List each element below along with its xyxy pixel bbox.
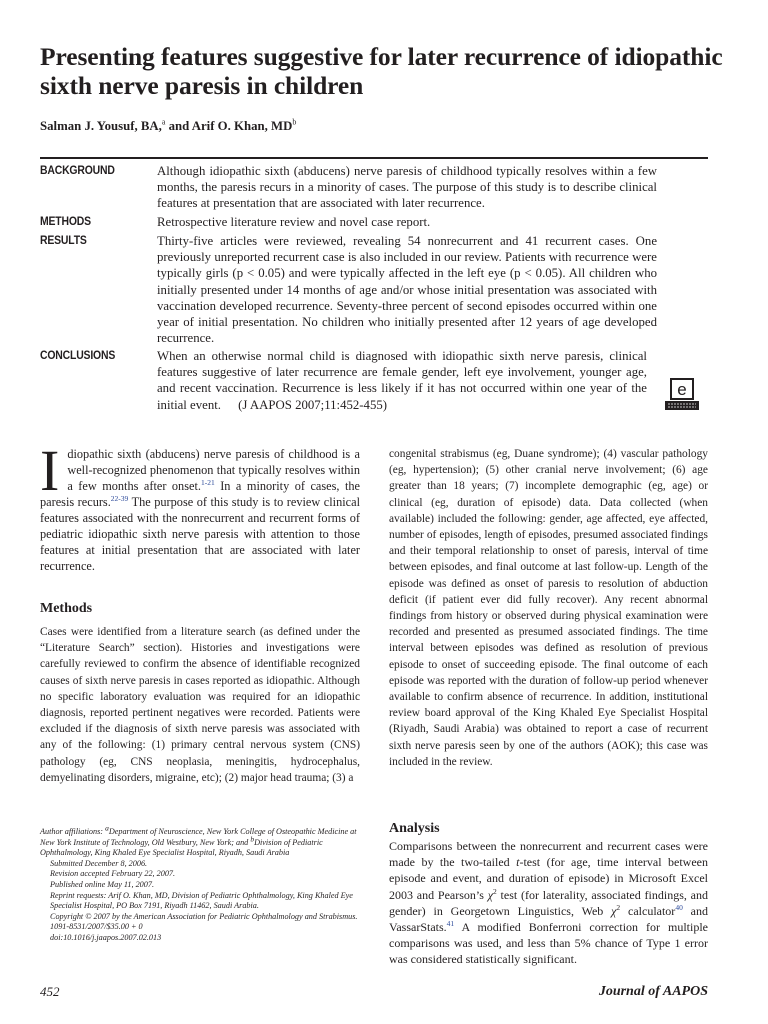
analysis-heading: Analysis [389, 821, 440, 836]
background-text: Although idiopathic sixth (abducens) nerve paresis of childhood typically resolves within a few months, the paresis recurs in a minority of cases. The purpose of this study is to describe clinical features at presentation that are associated with later recurrence. [157, 164, 657, 211]
analysis-text-c: test (for laterality, associated findings, and gender) in Georgetown Linguistics, Web [389, 887, 708, 918]
intro-ref-b[interactable]: 22-39 [110, 493, 129, 503]
chi-symbol: χ [487, 887, 493, 902]
analysis-ref-40[interactable]: 40 [675, 902, 683, 912]
author-2: Arif O. Khan, MD [191, 119, 293, 133]
submitted-date: Submitted December 8, 2006. [50, 858, 148, 868]
methods-heading: Methods [40, 601, 93, 616]
right-column-body: congenital strabismus (eg, Duane syndrome); (4) vascular pathology (eg, hypertension); (5) other cranial nerve involvement; (6) age greater than 18 years; (7) incomplete demographic (eg, age) or clinical (eg, duration of episode) data. Data collected (when available) included the following: gender, age affected, eye affected, number of episodes, length of episodes, presumed associated findings and their temporal relationship to onset of paresis, interval of time between episodes, and final outcome at last follow-up. Length of the episode was defined as onset of paresis to resolution of abduction deficit (if patient ever did fully recover). Any recent abnormal findings from history or observed during physical examination were recorded and presented as presumed associated findings. The time interval between episodes was defined as resolution of previous episode to onset of succeeding episode. The final outcome of each episode was reported with the duration of follow-up period whenever available to confirm absence of recurrence. In addition, institutional review board approval of the King Khaled Eye Specialist Hospital (Riyadh, Saudi Arabia) was obtained to report a case of recurrent sixth nerve paresis seen by one of the authors (AOK); this case was included in the review. [389, 448, 708, 768]
chi-symbol-2: χ [611, 903, 617, 918]
t-symbol: t [516, 855, 520, 870]
intro-ref-a[interactable]: 1-21 [200, 477, 215, 487]
drop-cap: I [40, 438, 60, 503]
conclusions-text [157, 348, 647, 413]
analysis-text-e: and VassarStats. [389, 903, 708, 935]
affiliations [40, 823, 360, 859]
e-icon-letter: e [677, 380, 687, 399]
analysis-body [389, 838, 708, 968]
introduction [40, 438, 360, 574]
results-text: Thirty-five articles were reviewed, revealing 54 nonrecurrent and 41 recurrent cases. One previously unreported recurrent case is also included in our review. Patients with recurrence were typically girls (p < 0.05) and were typically affected in the left eye (p < 0.05). All children who initially presented under 14 months of age and/or whose initial presentation was associated with vaccination developed recurrence. Seventy-three percent of second episodes occurred within one year of initial presentation. No children who initially presented after 12 years of age developed recurrence. [157, 234, 657, 346]
background-label: BACKGROUND [40, 164, 115, 177]
revision-date: Revision accepted February 22, 2007. [50, 869, 176, 879]
results-label: RESULTS [40, 234, 87, 247]
affiliations-lead: Author affiliations: [40, 827, 106, 836]
methods-text: Retrospective literature review and novel case report. [157, 215, 431, 229]
intro-text-a: diopathic sixth (abducens) nerve paresis of childhood is a well-recognized phenomenon that typically resolves within a few months after onset. [67, 447, 360, 493]
page-number: 452 [40, 984, 60, 999]
citation: (J AAPOS 2007;11:452-455) [238, 397, 388, 412]
analysis-text-b: -test (for age, time interval between episode and event, and duration of episode) in Microsoft Excel 2003 and Pearson’s [389, 855, 709, 902]
conclusions-label: CONCLUSIONS [40, 349, 116, 362]
author-1: Salman J. Yousuf, BA, [40, 119, 162, 133]
analysis-text-a: Comparisons between the nonrecurrent and recurrent cases were made by the two-tailed [389, 839, 708, 870]
issn: 1091-8531/2007/$35.00 + 0 [50, 922, 143, 932]
aff-a-mark: a [105, 823, 109, 833]
e-supplement-icon[interactable] [662, 378, 702, 412]
analysis-ref-41[interactable]: 41 [446, 919, 455, 929]
author-1-affiliation-mark: a [161, 117, 166, 127]
aff-b-mark: b [250, 833, 255, 843]
article-title: Presenting features suggestive for later recurrence of idiopathic sixth nerve paresis in children [40, 42, 723, 100]
chi-exponent: 2 [492, 886, 497, 896]
abstract-divider [40, 157, 708, 159]
author-conjunction: and [165, 119, 192, 133]
affiliation-b: Division of Pediatric Ophthalmology, King Khaled Eye Specialist Hospital, Riyadh, Saudi Arabia [40, 837, 323, 858]
conclusions-body: When an otherwise normal child is diagnosed with idiopathic sixth nerve paresis, clinical features suggestive of later recurrence are female gender, left eye involvement, younger age, and recent vaccination. Recurrence is less likely if it has not occurred within one year of the initial event. [157, 349, 647, 412]
affiliation-a: Department of Neuroscience, New York College of Osteopathic Medicine at New York Institute of Technology, Old Westbury, New York; and [40, 827, 357, 847]
analysis-text-f: A modified Bonferroni correction for multiple comparisons was used, and less than 5% chance of Type 1 error was considered statistically significant. [389, 920, 708, 967]
doi[interactable]: doi:10.1016/j.jaapos.2007.02.013 [50, 932, 162, 942]
methods-body: Cases were identified from a literature search (as defined under the “Literature Search” section). Histories and investigations were carefully reviewed to confirm the absence of identifiable recognized causes of sixth nerve paresis in cases reported as idiopathic. Although no specific laboratory evaluation was required for an idiopathic diagnosis, reported pertinent negatives were recorded. Patients were excluded if the diagnosis of sixth nerve paresis was associated with any of the following: (1) primary central nervous system (CNS) pathology (eg, CNS neoplasia, meningitis, hydrocephalus, demyelinating disorders, migraine, etc); (2) major head trauma; (3) a [40, 626, 360, 784]
footnotes [40, 823, 360, 944]
methods-label: METHODS [40, 215, 91, 228]
author-line [40, 119, 296, 134]
author-2-affiliation-mark: b [292, 117, 297, 127]
copyright: Copyright © 2007 by the American Association for Pediatric Ophthalmology and Strabismus. [50, 911, 358, 921]
analysis-text-d: calculator [620, 903, 676, 918]
intro-text-b: In a minority of cases, the paresis recurs. [40, 479, 360, 509]
journal-name: Journal of AAPOS [598, 984, 708, 999]
intro-text-c: The purpose of this study is to review clinical features associated with the nonrecurrent and recurrent forms of pediatric idiopathic sixth nerve paresis with attention to those features at initial presentation that are associated with later recurrence. [40, 495, 360, 573]
chi-exponent-2: 2 [616, 902, 621, 912]
published-date: Published online May 11, 2007. [50, 879, 154, 889]
reprint-requests: Reprint requests: Arif O. Khan, MD, Division of Pediatric Ophthalmology, King Khaled Eye Specialist Hospital, PO Box 7191, Riyadh 11462, Saudi Arabia. [50, 890, 353, 911]
